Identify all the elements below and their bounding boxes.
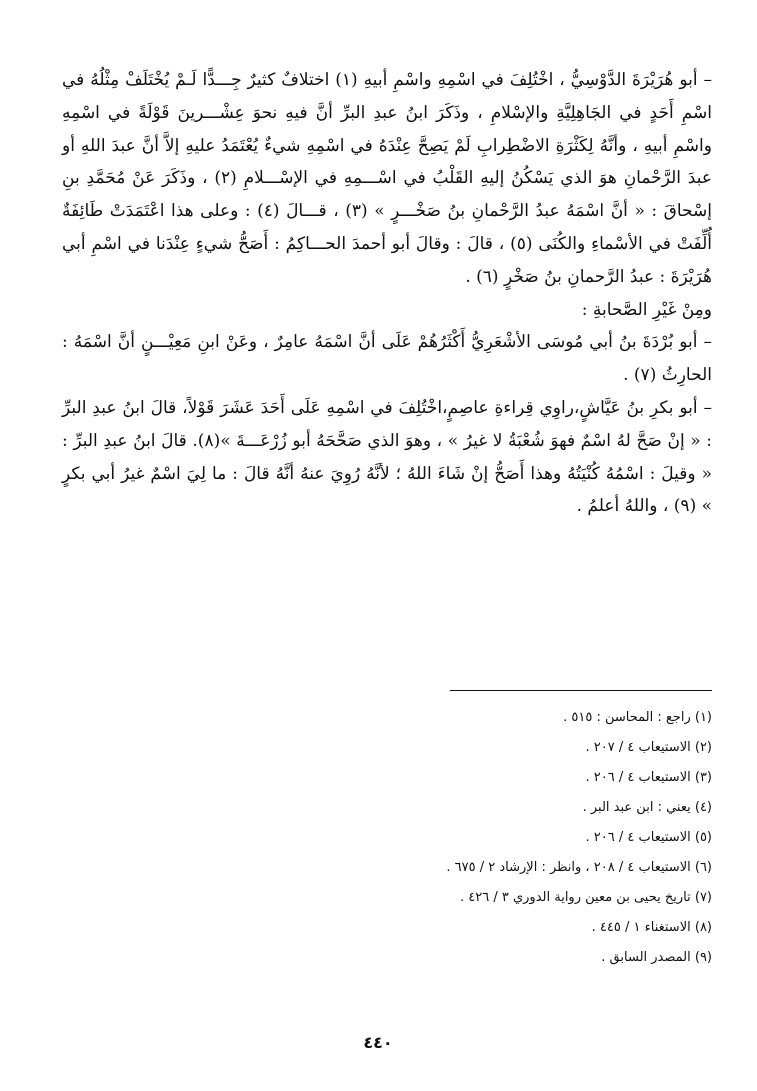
footnote: (٢) الاستيعاب ٤ / ٢٠٧ . xyxy=(585,740,712,755)
footnote-divider xyxy=(450,690,712,691)
paragraph-non-companions-heading: ومِنْ غَيْرِ الصَّحابةِ : xyxy=(581,299,712,320)
footnote: (٧) تاريخ يحيى بن معين رواية الدوري ٣ / ٤٢٦ . xyxy=(459,890,712,905)
main-text xyxy=(62,64,712,523)
paragraph-abu-hurayra: – أبو هُرَيْرَةَ الدَّوْسِيُّ ، اخْتُلِفَ في اسْمِهِ واسْمِ أبيهِ (١) اختلافٌ كثيرٌ جِـــدًّا لَـمْ يُخْتَلَفْ مِثْلُهُ في اسْمِ أَحَدٍ في الجَاهِلِيَّةِ والإسْلامِ ، وذَكَرَ ابنُ عبدِ البرِّ أنَّ فيهِ نحوَ عِشْـــرينَ قَوْلَةً في اسْمِهِ واسْمِ أبيهِ ، وأنَّهُ لِكَثْرَةِ الاضْطِرابِ لَمْ يَصِحَّ عِنْدَهُ في اسْمِهِ شيءٌ يُعْتَمَدُ عليهِ إلاَّ أنَّ عبدَ اللهِ أو عبدَ الرَّحْمانِ هوَ الذي يَسْكُنُ إليهِ القَلْبُ في اسْـــمِهِ في الإسْـــلامِ (٢) ، وذَكَرَ عَنْ مُحَمَّدِ بنِ إسْحاقَ : « أنَّ اسْمَهُ عبدُ الرَّحْمانِ بنُ صَخْـــرٍ » (٣) ، قـــالَ (٤) : وعلى هذا اعْتَمَدَتْ طَائِفَةٌ أُلِّفَتْ في الأسْماءِ والكُنَى (٥) ، قالَ : وقالَ أبو أحمدَ الحـــاكِمُ : أَصَحُّ شيءٍ عِنْدَنا في اسْمِ أبي هُرَيْرَةَ : عبدُ الرَّحمانِ بنُ صَخْرٍ (٦) . xyxy=(62,70,712,287)
paragraph-abu-bakr-ibn-ayyash: – أبو بكرِ بنُ عَيَّاشٍ،راوِي قِراءةِ عاصِمٍ،اخْتُلِفَ في اسْمِهِ عَلَى أَحَدَ عَشَرَ قَوْلاً، قالَ ابنُ عبدِ البرِّ : « إنْ صَحَّ لهُ اسْمٌ فهوَ شُعْبَةُ لا غيرُ » ، وهوَ الذي صَحَّحَهُ أبو زُرْعَـــةَ »(٨). قالَ ابنُ عبدِ البرِّ : « وقيلَ : اسْمُهُ كُنْيَتُهُ وهذا أَصَحُّ إنْ شَاءَ اللهُ ؛ لأنَّهُ رُوِيَ عنهُ أنَّهُ قالَ : ما لِيَ اسْمٌ غيرُ أبي بكرٍ » (٩) ، واللهُ أعلمُ . xyxy=(62,397,712,517)
footnote: (٦) الاستيعاب ٤ / ٢٠٨ ، وانظر : الإرشاد ٢ / ٦٧٥ . xyxy=(446,860,712,875)
footnotes xyxy=(200,703,712,973)
footnote: (٨) الاستغناء ١ / ٤٤٥ . xyxy=(591,920,712,935)
footnote: (٤) يعني : ابن عبد البر . xyxy=(582,800,712,815)
footnote: (٣) الاستيعاب ٤ / ٢٠٦ . xyxy=(585,770,712,785)
page-number: ٤٤٠ xyxy=(363,1033,393,1052)
footnote: (١) راجع : المحاسن : ٥١٥ . xyxy=(563,710,712,725)
footnote: (٩) المصدر السابق . xyxy=(601,950,712,965)
paragraph-abu-burda: – أبو بُرْدَةَ بنُ أبي مُوسَى الأشْعَرِيُّ أَكْثَرُهُمْ عَلَى أنَّ اسْمَهُ عامِرٌ ، وعَنْ ابنِ مَعِيْـــنٍ أنَّ اسْمَهُ : الحارِثُ (٧) . xyxy=(62,332,712,386)
footnote: (٥) الاستيعاب ٤ / ٢٠٦ . xyxy=(585,830,712,845)
